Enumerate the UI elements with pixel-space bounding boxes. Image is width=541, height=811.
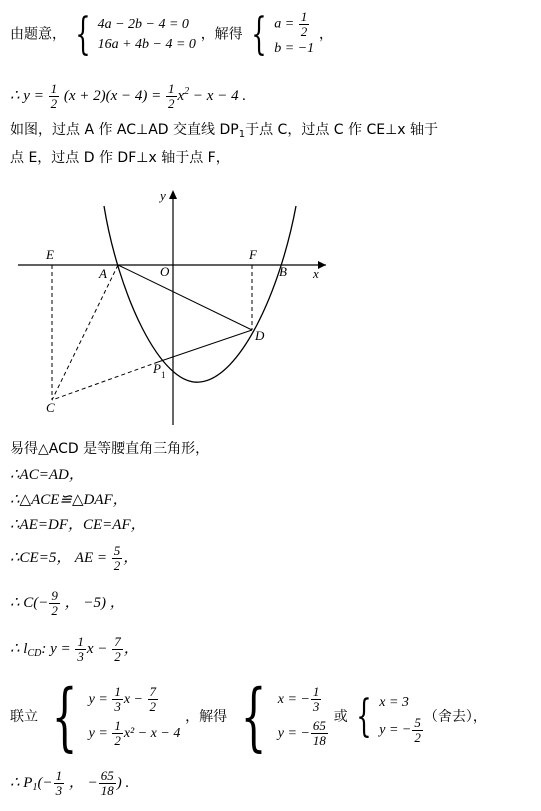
line-2: ∴ y = $\frac{1}{2}$ (x + 2)(x − 4) = $\frac{1}{2}$ $x^2 - x - 4$ . bbox=[10, 81, 247, 111]
left-brace: { bbox=[51, 674, 78, 760]
system-solution-1: x = − $\frac{1}{3}$ y = − $\frac{65}{18}$ bbox=[277, 684, 326, 749]
left-brace: { bbox=[356, 691, 373, 742]
line-8: ∴AE=DF，CE=AF， bbox=[10, 517, 146, 533]
line-1: 由题意， { 4a − 2b − 4 = 0 16a + 4b − 4 = 0 ，解得 { a = $\frac{1}{2}$ b = −1 ， bbox=[10, 8, 333, 60]
line-3: 如图，过点 A 作 AC⊥AD 交直线 $DP_1$于点 C，过点 C 作 CE⊥x 轴于 bbox=[10, 122, 438, 140]
line-5: 易得△ACD 是等腰直角三角形， bbox=[10, 441, 210, 457]
parabola-figure bbox=[0, 182, 541, 427]
system-simultaneous: y = $\frac{1}{3}$ x − $\frac{7}{2}$ y = $\frac{1}{2}$ x² − x − 4 bbox=[88, 684, 181, 749]
label-B: B bbox=[279, 264, 287, 279]
label-E: E bbox=[46, 247, 54, 262]
left-brace: { bbox=[75, 8, 91, 60]
label-A: A bbox=[99, 266, 107, 281]
line-4: 点 E，过点 D 作 DF⊥x 轴于点 F， bbox=[10, 150, 230, 166]
line-12: 联立 { y = $\frac{1}{3}$ x − $\frac{7}{2}$ y = $\frac{1}{2}$ x² − x − 4 ，解得 { x = − $\frac{1}{3}$ y = − $\frac{65}{18}$ 或 { x = 3 y = − $\frac{5}{2}$ （舍去）， bbox=[10, 674, 487, 760]
equation-1: 4a − 2b − 4 = 0 bbox=[97, 16, 189, 32]
fraction: $\frac{7}{2}$ bbox=[114, 634, 121, 664]
left-brace: { bbox=[240, 674, 267, 760]
line-7: ∴△ACE≌△DAF， bbox=[10, 492, 128, 508]
parabola-curve-main bbox=[104, 206, 296, 382]
label-F: F bbox=[249, 247, 257, 262]
solution-system bbox=[274, 10, 314, 59]
system-solution-2: x = 3 y = − $\frac{5}{2}$ bbox=[379, 694, 421, 745]
fraction: $\frac{1}{2}$ bbox=[168, 81, 175, 111]
label-P: P bbox=[153, 361, 161, 376]
text-solve: ，解得 bbox=[200, 26, 243, 43]
left-brace: { bbox=[251, 8, 268, 60]
fraction: $\frac{1}{2}$ bbox=[300, 9, 308, 39]
line-9: ∴CE=5， AE = $\frac{5}{2}$ ， bbox=[10, 543, 139, 573]
solution-a: a = $\frac{1}{2}$ bbox=[274, 9, 308, 39]
label-D: D bbox=[255, 328, 265, 343]
solution-b: b = −1 bbox=[274, 41, 315, 56]
equation-2: 16a + 4b − 4 = 0 bbox=[97, 36, 196, 52]
label-O: O bbox=[160, 264, 170, 279]
x-axis-arrow bbox=[318, 261, 326, 269]
fraction: $\frac{9}{2}$ bbox=[51, 588, 58, 618]
equation-system bbox=[98, 15, 196, 55]
label-C: C bbox=[46, 400, 55, 415]
line-13: ∴ $P_1(-$ $\frac{1}{3}$ ， − $\frac{65}{18}$ ) . bbox=[10, 768, 130, 798]
line-11: ∴ $l_{CD}$: y = $\frac{1}{3}$ x − $\frac{7}{2}$ ， bbox=[10, 634, 139, 664]
segment-DP1 bbox=[158, 330, 252, 362]
label-P-sub: 1 bbox=[161, 370, 166, 380]
y-axis-arrow bbox=[169, 190, 177, 199]
fraction: $\frac{1}{3}$ bbox=[77, 634, 84, 664]
fraction: $\frac{65}{18}$ bbox=[100, 768, 114, 798]
text-prefix: 由题意， bbox=[10, 26, 66, 43]
fraction: $\frac{5}{2}$ bbox=[113, 543, 121, 573]
fraction: $\frac{1}{3}$ bbox=[55, 768, 63, 798]
label-x: x bbox=[313, 266, 319, 281]
line-6: ∴AC=AD， bbox=[10, 467, 84, 483]
fraction: $\frac{1}{2}$ bbox=[50, 81, 58, 111]
line-10: ∴ C(− $\frac{9}{2}$ ， −5) ， bbox=[10, 588, 125, 618]
label-y: y bbox=[160, 188, 166, 203]
